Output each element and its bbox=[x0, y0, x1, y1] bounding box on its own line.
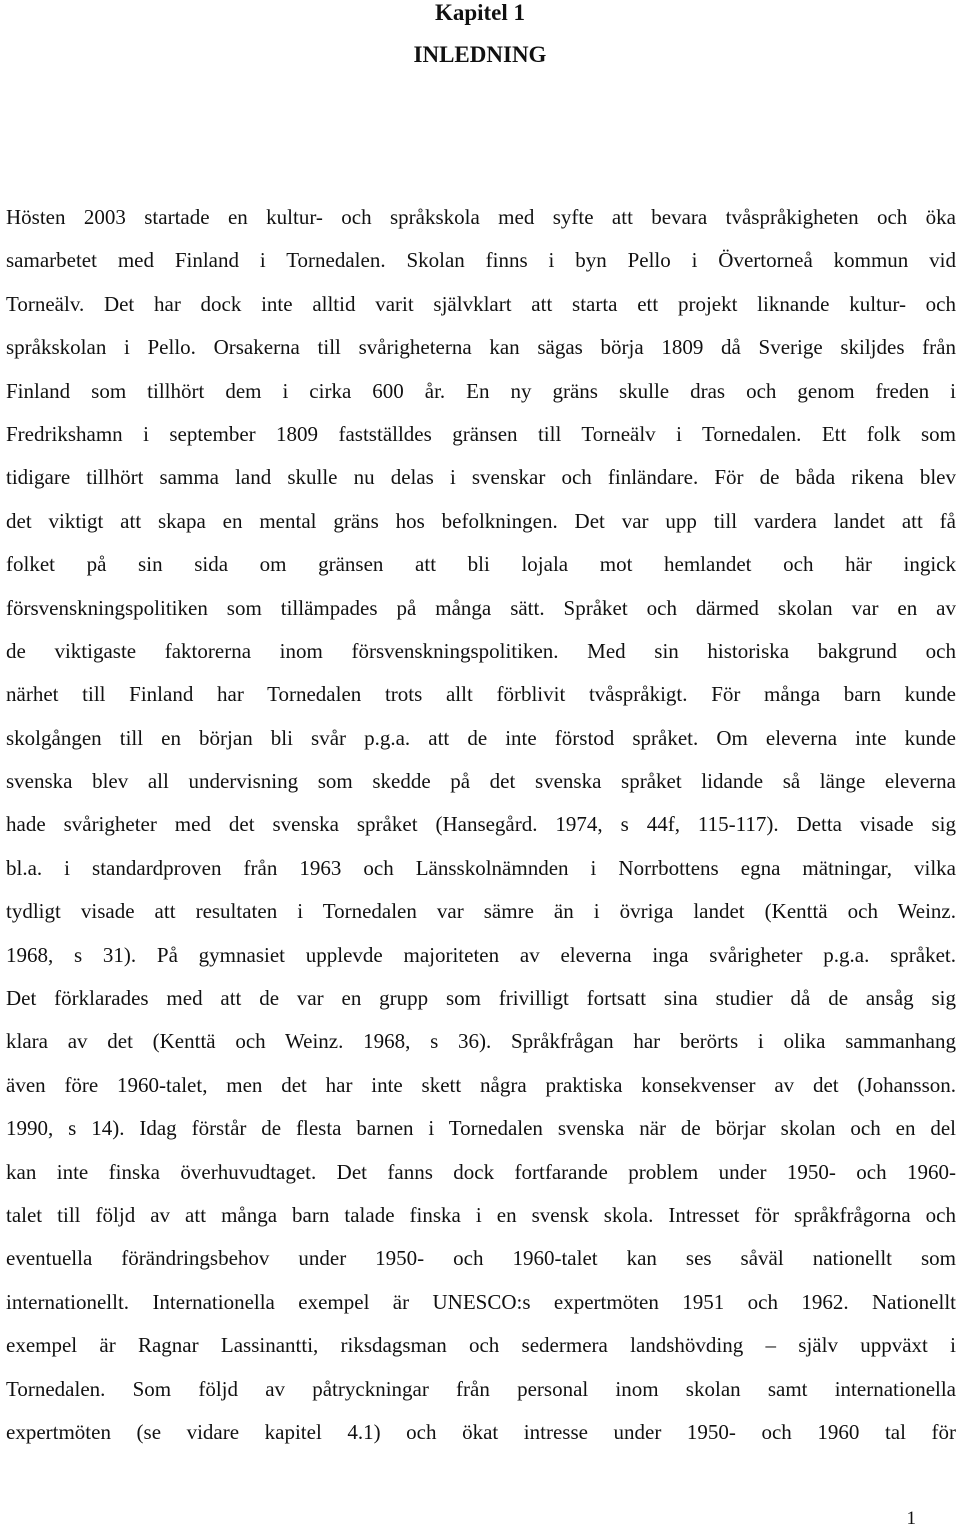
text-line: närhet till Finland har Tornedalen trots allt förblivit tvåspråkigt. För många barn kunde bbox=[6, 682, 956, 707]
text-line: expertmöten (se vidare kapitel 4.1) och ökat intresse under 1950- och 1960 tal för bbox=[6, 1419, 956, 1444]
text-line: klara av det (Kenttä och Weinz. 1968, s 36). Språkfrågan har berörts i olika sammanhang bbox=[6, 1029, 956, 1054]
chapter-label: Kapitel 1 bbox=[434, 0, 526, 25]
page-number: 1 bbox=[906, 1508, 916, 1529]
text-line: Hösten 2003 startade en kultur- och språkskola med syfte att bevara tvåspråkigheten och öka bbox=[6, 205, 956, 229]
text-line: de viktigaste faktorerna inom försvenskningspolitiken. Med sin historiska bakgrund och bbox=[6, 638, 956, 663]
text-line: eventuella förändringsbehov under 1950- och 1960-talet kan ses såväl nationellt som bbox=[6, 1246, 956, 1271]
text-line: bl.a. i standardproven från 1963 och Länsskolnämnden i Norrbottens egna mätningar, vilka bbox=[6, 855, 956, 880]
section-title: INLEDNING bbox=[413, 42, 547, 67]
text-line: kan inte finska överhuvudtaget. Det fanns dock fortfarande problem under 1950- och 1960- bbox=[6, 1159, 956, 1184]
text-line: språkskolan i Pello. Orsakerna till svårigheterna kan sägas börja 1809 då Sverige skiljdes från bbox=[6, 335, 956, 360]
text-line: Det förklarades med att de var en grupp som frivilligt fortsatt sina studier då de ansåg sig bbox=[6, 986, 956, 1011]
text-line: 1968, s 31). På gymnasiet upplevde majoriteten av eleverna inga svårigheter p.g.a. språket. bbox=[6, 942, 956, 967]
text-line: skolgången till en början bli svår p.g.a. att de inte förstod språket. Om eleverna inte kunde bbox=[6, 725, 956, 750]
text-line: försvenskningspolitiken som tillämpades på många sätt. Språket och därmed skolan var en av bbox=[6, 595, 956, 620]
text-line: exempel är Ragnar Lassinantti, riksdagsman och sedermera landshövding – själv uppväxt i bbox=[6, 1333, 956, 1358]
text-line: 1990, s 14). Idag förstår de flesta barnen i Tornedalen svenska när de börjar skolan och en del bbox=[6, 1116, 956, 1141]
text-line: talet till följd av att många barn talade finska i en svensk skola. Intresset för språkfrågorna och bbox=[6, 1202, 956, 1227]
text-line: Finland som tillhört dem i cirka 600 år. En ny gräns skulle dras och genom freden i bbox=[6, 378, 956, 403]
text-line: tidigare tillhört samma land skulle nu delas i svenskar och finländare. För de båda rikena blev bbox=[6, 465, 956, 490]
text-line: folket på sin sida om gränsen att bli lojala mot hemlandet och här ingick bbox=[6, 552, 956, 577]
text-line: Tornedalen. Som följd av påtryckningar från personal inom skolan samt internationella bbox=[6, 1376, 956, 1401]
text-line: tydligt visade att resultaten i Tornedalen var sämre än i övriga landet (Kenttä och Weinz. bbox=[6, 899, 956, 924]
text-line: internationellt. Internationella exempel är UNESCO:s expertmöten 1951 och 1962. Nationellt bbox=[6, 1289, 956, 1314]
text-line: Torneälv. Det har dock inte alltid varit självklart att starta ett projekt liknande kultur- och bbox=[6, 291, 956, 316]
text-line: svenska blev all undervisning som skedde på det svenska språket lidande så länge eleverna bbox=[6, 769, 956, 794]
text-line: det viktigt att skapa en mental gräns hos befolkningen. Det var upp till vardera landet att få bbox=[6, 508, 956, 533]
text-line: Fredrikshamn i september 1809 fastställdes gränsen till Torneälv i Tornedalen. Ett folk som bbox=[6, 421, 956, 446]
body-paragraph bbox=[6, 196, 956, 1454]
text-line: samarbetet med Finland i Tornedalen. Skolan finns i byn Pello i Övertorneå kommun vid bbox=[6, 248, 956, 273]
text-line: även före 1960-talet, men det har inte skett några praktiska konsekvenser av det (Johansson. bbox=[6, 1072, 956, 1097]
text-line: hade svårigheter med det svenska språket (Hansegård. 1974, s 44f, 115-117). Detta visade sig bbox=[6, 812, 956, 837]
